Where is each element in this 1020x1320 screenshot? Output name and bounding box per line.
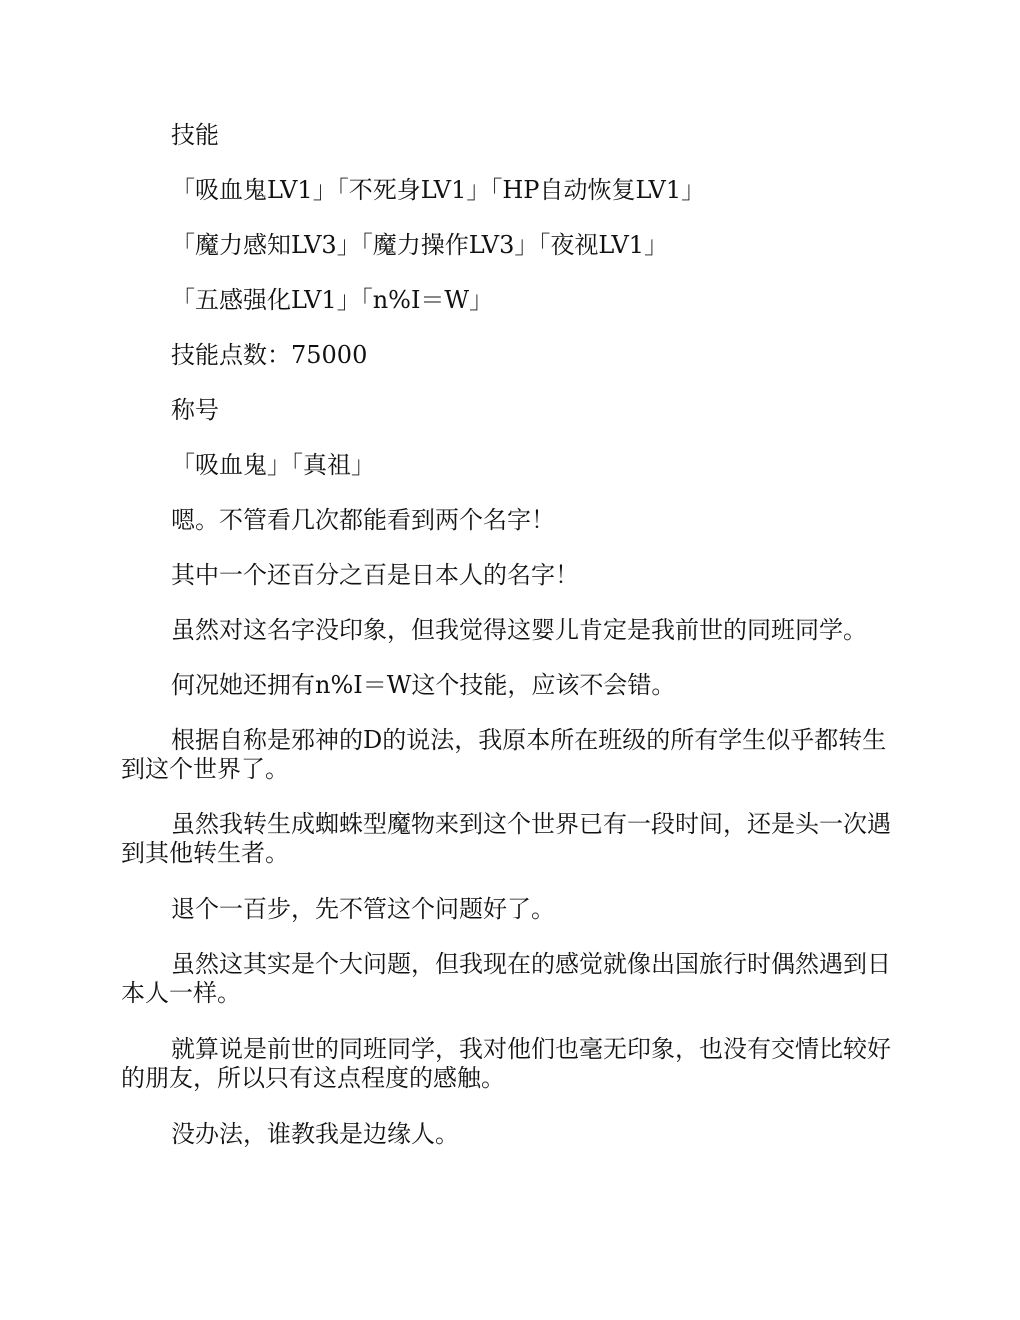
paragraph: 退个一百步，先不管这个问题好了。 <box>171 895 555 923</box>
skill-points: 技能点数：75000 <box>171 341 368 369</box>
paragraph: 何况她还拥有n%I＝W这个技能，应该不会错。 <box>171 671 676 699</box>
titles-heading: 称号 <box>171 396 219 424</box>
paragraph: 虽然我转生成蜘蛛型魔物来到这个世界已有一段时间，还是头一次遇到其他转生者。 <box>121 810 891 867</box>
titles-line: 「吸血鬼」「真祖」 <box>171 451 375 479</box>
paragraph: 虽然对这名字没印象，但我觉得这婴儿肯定是我前世的同班同学。 <box>171 616 867 644</box>
paragraph: 嗯。不管看几次都能看到两个名字！ <box>171 506 555 534</box>
paragraph: 虽然这其实是个大问题，但我现在的感觉就像出国旅行时偶然遇到日本人一样。 <box>121 950 891 1007</box>
skills-line: 「吸血鬼LV1」「不死身LV1」「HP自动恢复LV1」 <box>171 176 706 204</box>
skills-heading: 技能 <box>171 121 219 149</box>
skills-line: 「魔力感知LV3」「魔力操作LV3」「夜视LV1」 <box>171 231 669 259</box>
skills-line: 「五感强化LV1」「n%I＝W」 <box>171 286 494 314</box>
paragraph: 就算说是前世的同班同学，我对他们也毫无印象，也没有交情比较好的朋友，所以只有这点程度的感触。 <box>121 1035 891 1092</box>
paragraph: 没办法，谁教我是边缘人。 <box>171 1120 459 1148</box>
paragraph: 根据自称是邪神的D的说法，我原本所在班级的所有学生似乎都转生到这个世界了。 <box>121 726 887 783</box>
paragraph: 其中一个还百分之百是日本人的名字！ <box>171 561 579 589</box>
